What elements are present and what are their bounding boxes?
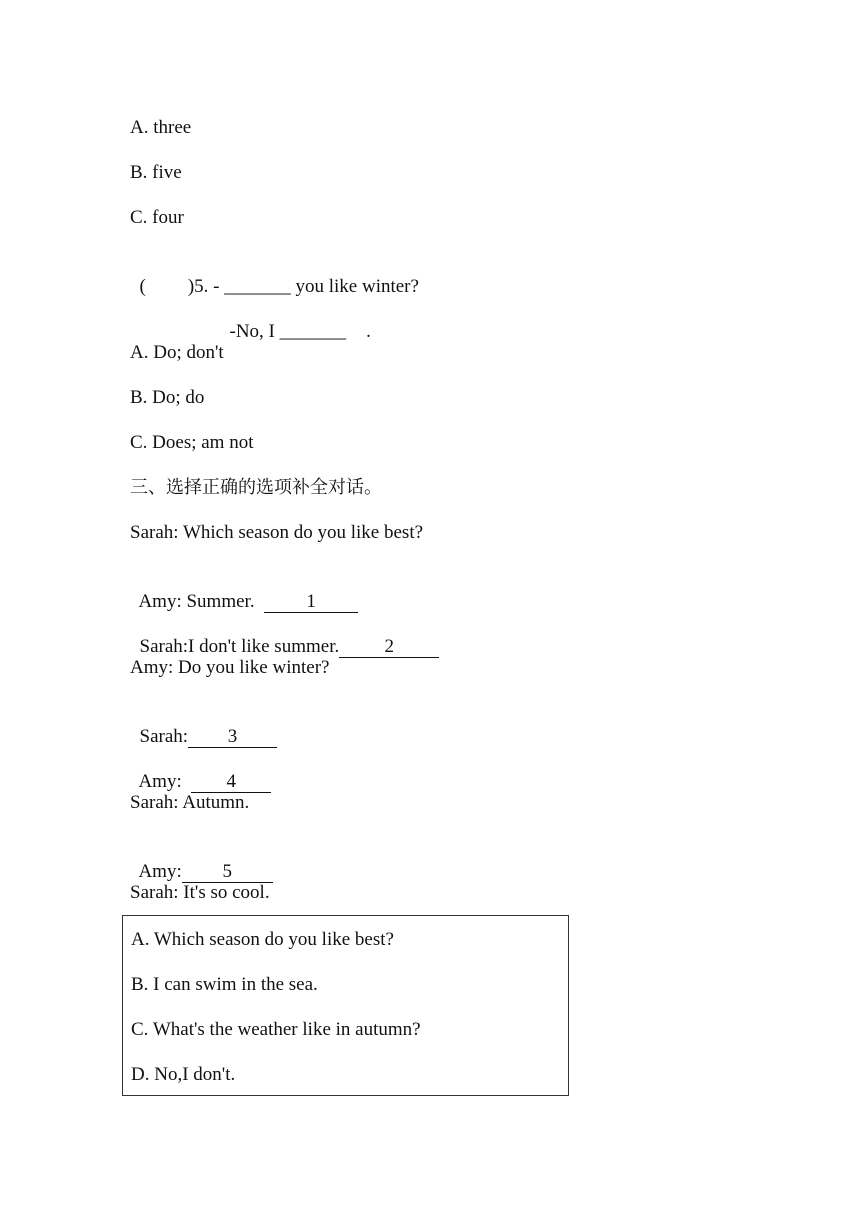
answer-blank-1: 1	[264, 591, 358, 613]
dialogue-line-1: Sarah: Which season do you like best?	[130, 522, 424, 543]
dialogue-line-6	[130, 746, 271, 794]
option-b-do-do: B. Do; do	[130, 387, 205, 408]
answer-blank-3: 3	[188, 726, 277, 748]
dialogue-text: Amy:	[138, 771, 182, 792]
answer-blank-4: 4	[191, 771, 271, 793]
answer-blank-2: 2	[339, 636, 439, 658]
dialogue-line-2	[130, 566, 358, 614]
dialogue-line-8	[130, 836, 273, 884]
question-5	[130, 251, 419, 299]
box-option-a: A. Which season do you like best?	[131, 929, 394, 950]
dialogue-line-3	[130, 611, 439, 659]
dialogue-text: Amy: Summer.	[138, 591, 255, 612]
box-option-c: C. What's the weather like in autumn?	[131, 1019, 421, 1040]
dialogue-text: Amy:	[138, 861, 182, 882]
question-5-reply	[220, 296, 371, 344]
option-a-do-dont: A. Do; don't	[130, 342, 224, 363]
options-box	[122, 915, 569, 1096]
dialogue-line-4: Amy: Do you like winter?	[130, 657, 330, 678]
dialogue-text: Sarah:	[139, 726, 189, 747]
question-number: )5. -	[187, 276, 220, 297]
dialogue-line-5	[130, 701, 277, 749]
option-c-does-am-not: C. Does; am not	[130, 432, 254, 453]
reply-prefix: -No, I	[229, 321, 275, 342]
option-b-five: B. five	[130, 162, 182, 183]
reply-end: .	[366, 321, 371, 342]
section-3-title: 三、选择正确的选项补全对话。	[130, 477, 382, 498]
dialogue-line-7: Sarah: Autumn.	[130, 792, 250, 813]
answer-blank-5: 5	[182, 861, 273, 883]
box-option-b: B. I can swim in the sea.	[131, 974, 318, 995]
dialogue-text: Sarah:I don't like summer.	[139, 636, 340, 657]
question-blank: _______	[224, 276, 291, 297]
reply-blank: _______	[279, 321, 347, 342]
paren-open: (	[139, 276, 146, 297]
option-c-four: C. four	[130, 207, 184, 228]
question-text: you like winter?	[295, 276, 419, 297]
dialogue-line-9: Sarah: It's so cool.	[130, 882, 270, 903]
box-option-d: D. No,I don't.	[131, 1064, 236, 1085]
option-a-three: A. three	[130, 117, 192, 138]
